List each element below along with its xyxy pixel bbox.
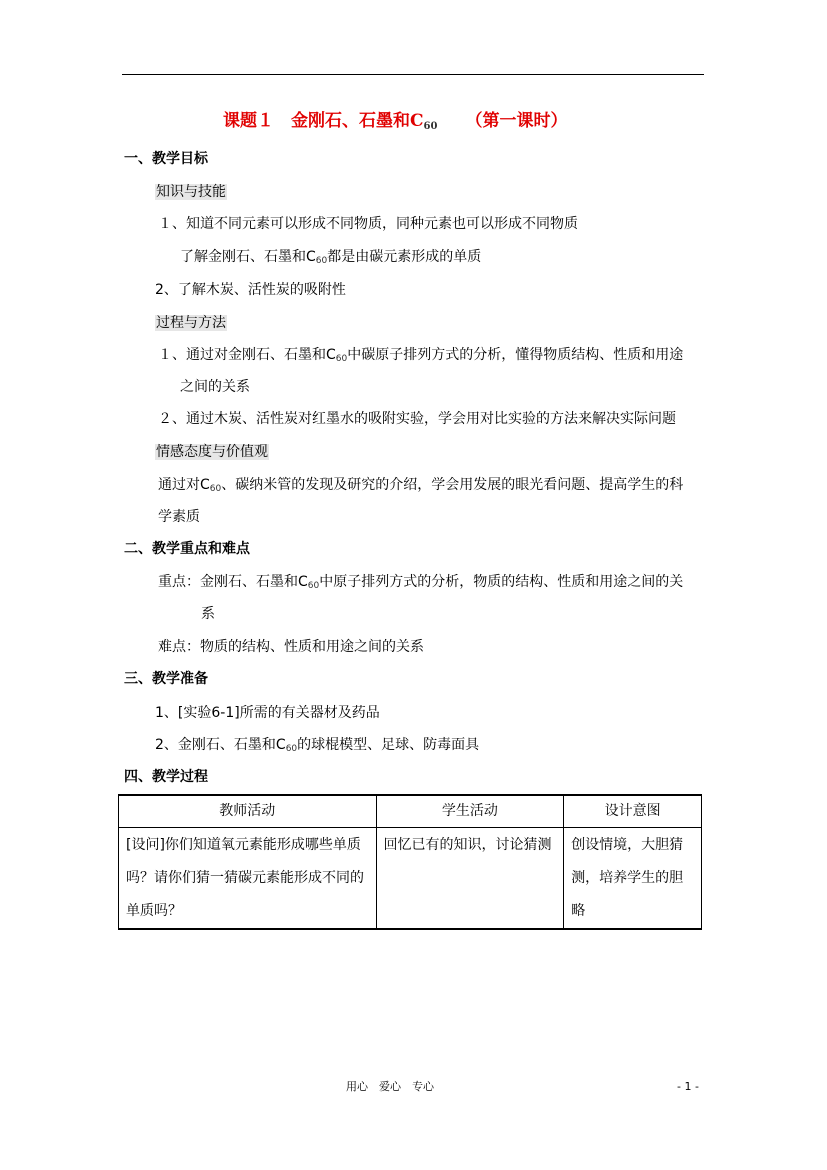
section-heading-process: 四、教学过程 xyxy=(124,769,208,785)
page-number: - 1 - xyxy=(677,1080,699,1093)
process-table xyxy=(118,794,702,930)
teacher-activity-cell: [设问]你们知道氧元素能形成哪些单质吗？请你们猜一猜碳元素能形成不同的单质吗？ xyxy=(119,828,377,930)
process-label: 过程与方法 xyxy=(156,315,226,331)
header-rule xyxy=(122,74,704,75)
goal-process-1: １、通过对金刚石、石墨和$C_{60}$中碳原子排列方式的分析，懂得物质结构、性质和用途 xyxy=(158,347,684,364)
goal-knowledge-1b: 了解金刚石、石墨和$C_{60}$都是由碳元素形成的单质 xyxy=(180,249,482,266)
table-row xyxy=(119,828,702,930)
student-activity-cell: 回忆已有的知识，讨论猜测 xyxy=(376,828,564,930)
prep-item-1: 1、[实验6-1]所需的有关器材及药品 xyxy=(155,705,380,721)
section-heading-goals: 一、教学目标 xyxy=(124,151,208,167)
goal-emotion-1b: 学素质 xyxy=(158,509,200,525)
goal-emotion-1: 通过对$C_{60}$、碳纳米管的发现及研究的介绍，学会用发展的眼光看问题、提高学生的科 xyxy=(158,477,684,494)
prep-item-2: 2、金刚石、石墨和$C_{60}$的球棍模型、足球、防毒面具 xyxy=(155,737,480,754)
emotion-label: 情感态度与价值观 xyxy=(156,444,268,460)
design-intent-cell: 创设情境，大胆猜测，培养学生的胆略 xyxy=(564,828,702,930)
knowledge-label: 知识与技能 xyxy=(156,184,226,200)
goal-process-1b: 之间的关系 xyxy=(180,379,250,395)
key-point: 重点：金刚石、石墨和$C_{60}$中原子排列方式的分析，物质的结构、性质和用途之间的关 xyxy=(158,574,684,591)
section-heading-prep: 三、教学准备 xyxy=(124,671,208,687)
table-header-student: 学生活动 xyxy=(376,795,564,828)
section-heading-keypoints: 二、教学重点和难点 xyxy=(124,541,250,557)
goal-process-2: ２、通过木炭、活性炭对红墨水的吸附实验，学会用对比实验的方法来解决实际问题 xyxy=(158,411,676,427)
key-point-cont: 系 xyxy=(201,606,215,622)
footer-motto: 用心 爱心 专心 xyxy=(346,1080,434,1093)
table-header-row xyxy=(119,795,702,828)
goal-knowledge-1: １、知道不同元素可以形成不同物质，同种元素也可以形成不同物质 xyxy=(158,216,578,232)
difficult-point: 难点：物质的结构、性质和用途之间的关系 xyxy=(158,639,424,655)
table-header-teacher: 教师活动 xyxy=(119,795,377,828)
page-title: 课题１ 金刚石、石墨和$C_{60}$ （第一课时） xyxy=(223,111,568,132)
goal-knowledge-2: 2、了解木炭、活性炭的吸附性 xyxy=(155,282,346,298)
table-header-intent: 设计意图 xyxy=(564,795,702,828)
